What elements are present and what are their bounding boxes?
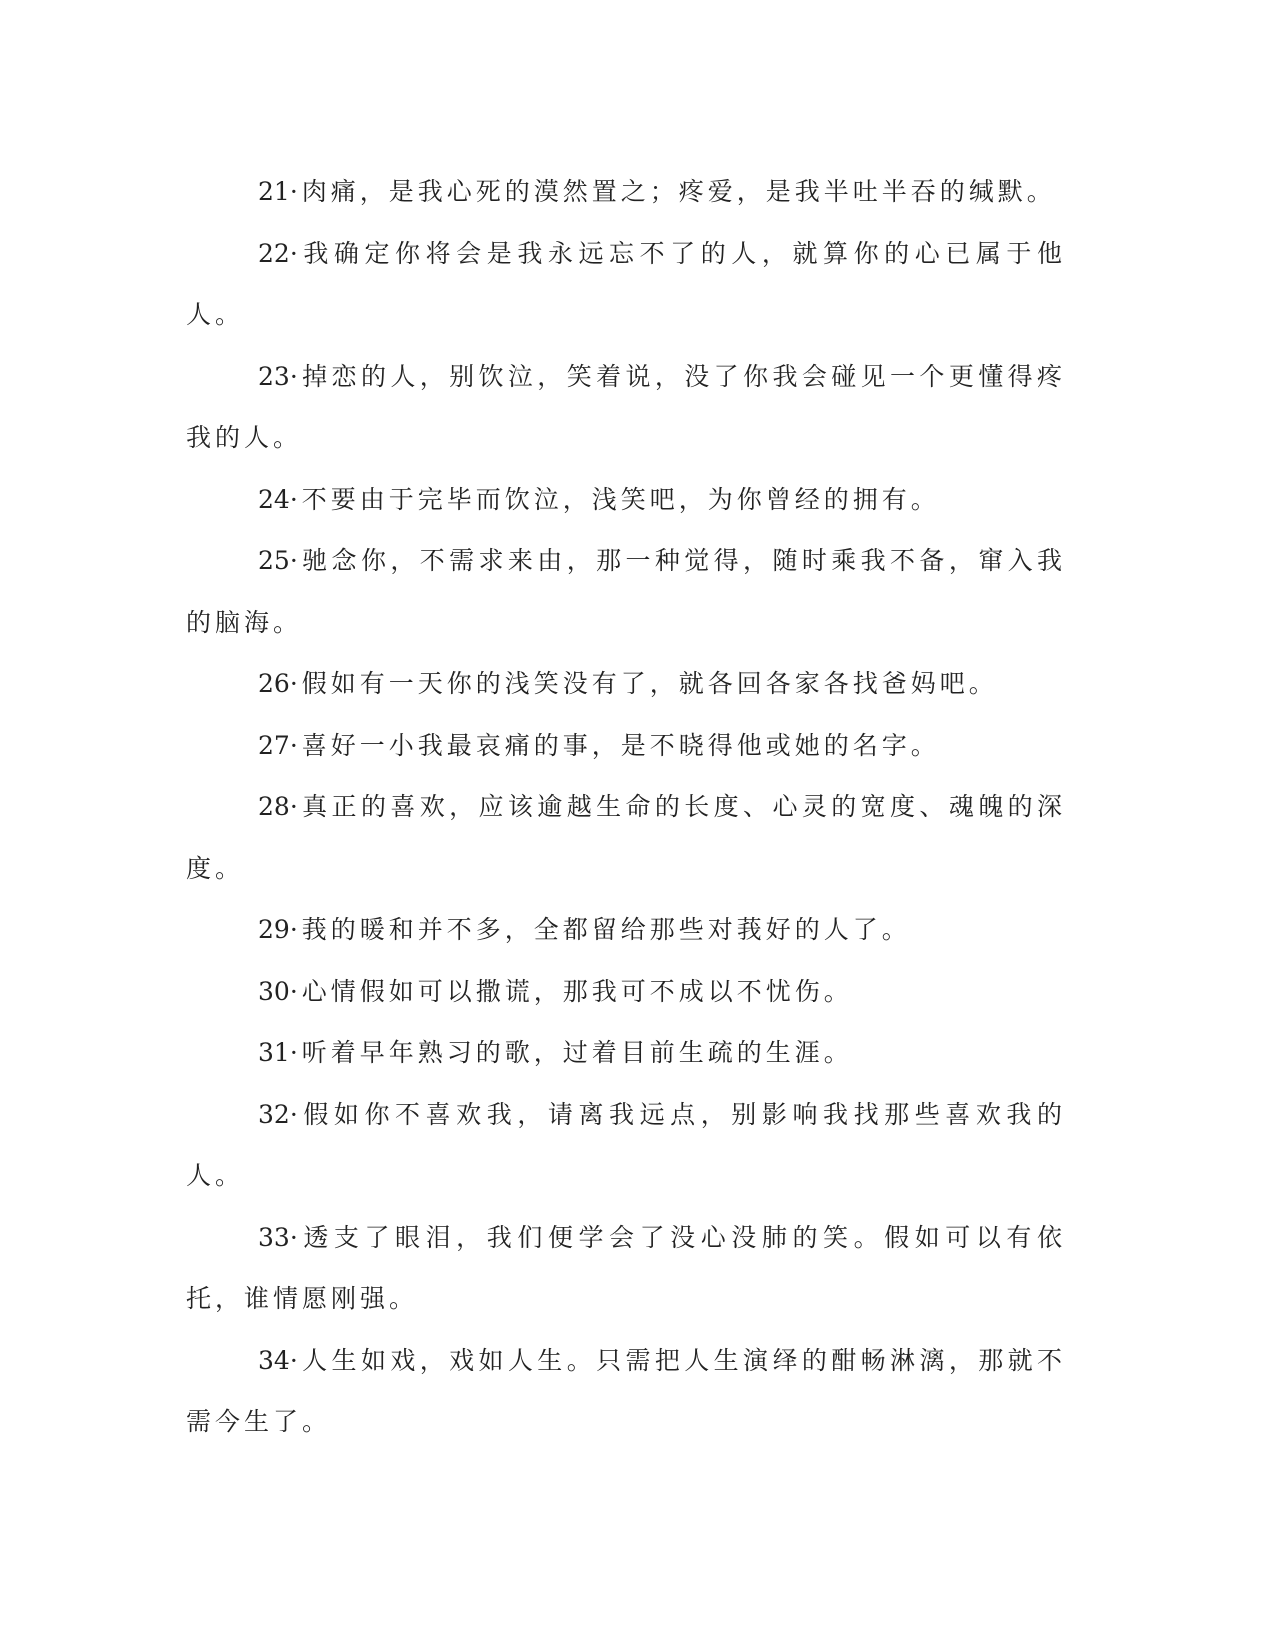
paragraph-text: ·假如你不喜欢我，请离我远点，别影响我找那些喜欢我的人。: [186, 1099, 1066, 1190]
paragraph-text: ·不要由于完毕而饮泣，浅笑吧，为你曾经的拥有。: [289, 484, 940, 514]
paragraph-text: ·我确定你将会是我永远忘不了的人，就算你的心已属于他人。: [186, 238, 1066, 329]
paragraph-text: ·肉痛，是我心死的漠然置之；疼爱，是我半吐半吞的缄默。: [289, 177, 1056, 206]
paragraph-24: [186, 469, 1066, 531]
paragraph-29: [186, 899, 1066, 961]
item-number: 26: [258, 669, 290, 698]
paragraph-25: [186, 530, 1066, 653]
item-number: 23: [258, 361, 290, 391]
item-number: 30: [258, 976, 290, 1006]
paragraph-30: [186, 961, 1066, 1023]
paragraph-26: [186, 653, 1066, 715]
item-number: 22: [258, 238, 290, 268]
item-number: 33: [258, 1222, 290, 1252]
item-number: 25: [258, 546, 290, 575]
paragraph-text: ·驰念你，不需求来由，那一种觉得，随时乘我不备，窜入我的脑海。: [186, 546, 1066, 637]
item-number: 34: [258, 1345, 290, 1375]
document-body: [186, 161, 1066, 1453]
paragraph-23: [186, 346, 1066, 469]
paragraph-text: ·假如有一天你的浅笑没有了，就各回各家各找爸妈吧。: [289, 669, 998, 698]
paragraph-22: [186, 223, 1066, 346]
paragraph-text: ·掉恋的人，别饮泣，笑着说，没了你我会碰见一个更懂得疼我的人。: [186, 361, 1066, 452]
paragraph-text: ·透支了眼泪，我们便学会了没心没肺的笑。假如可以有依托，谁情愿刚强。: [186, 1222, 1066, 1313]
item-number: 29: [258, 915, 290, 944]
item-number: 28: [258, 792, 290, 821]
paragraph-text: ·喜好一小我最哀痛的事，是不晓得他或她的名字。: [289, 730, 940, 760]
item-number: 24: [258, 484, 290, 514]
paragraph-text: ·真正的喜欢，应该逾越生命的长度、心灵的宽度、魂魄的深度。: [186, 792, 1066, 883]
paragraph-text: ·人生如戏，戏如人生。只需把人生演绎的酣畅淋漓，那就不需今生了。: [186, 1345, 1066, 1436]
paragraph-text: ·莪的暖和并不多，全都留给那些对莪好的人了。: [289, 915, 911, 944]
item-number: 21: [258, 177, 290, 206]
paragraph-31: [186, 1022, 1066, 1084]
paragraph-33: [186, 1207, 1066, 1330]
item-number: 27: [258, 730, 290, 760]
item-number: 32: [258, 1099, 290, 1129]
paragraph-27: [186, 715, 1066, 777]
paragraph-34: [186, 1330, 1066, 1453]
paragraph-text: ·心情假如可以撒谎，那我可不成以不忧伤。: [289, 976, 853, 1006]
paragraph-28: [186, 776, 1066, 899]
paragraph-32: [186, 1084, 1066, 1207]
paragraph-text: ·听着早年熟习的歌，过着目前生疏的生涯。: [289, 1038, 853, 1067]
item-number: 31: [258, 1038, 290, 1067]
paragraph-21: [186, 161, 1066, 223]
